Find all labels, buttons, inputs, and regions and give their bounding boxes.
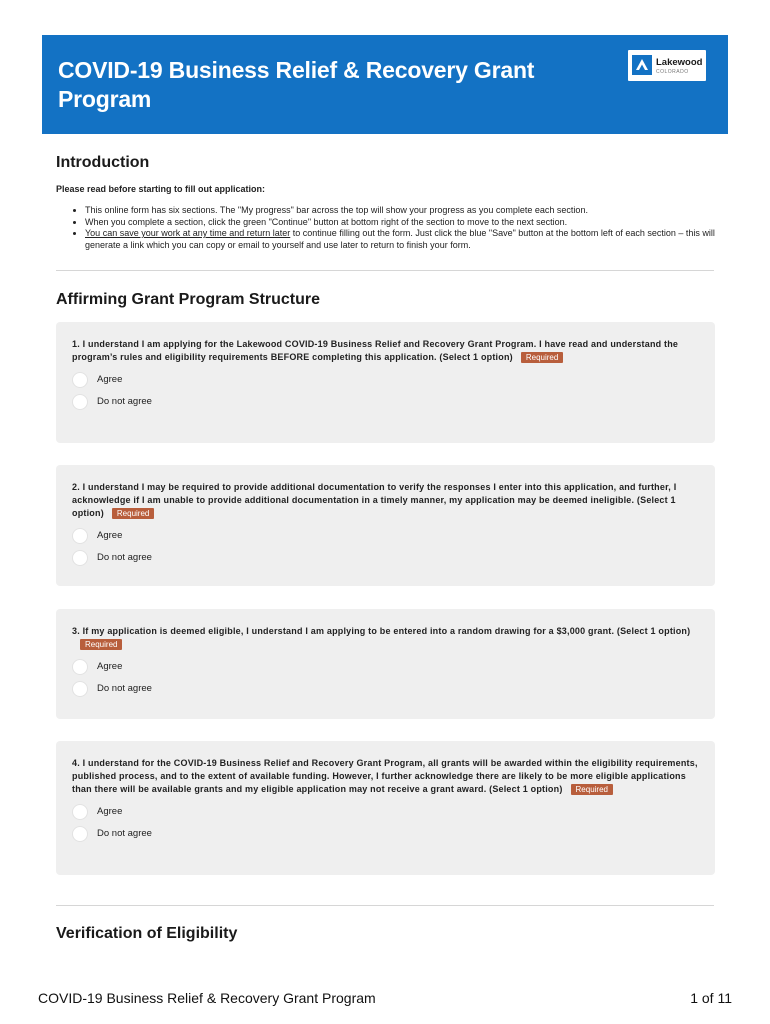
radio-button[interactable]: [72, 681, 88, 697]
radio-group: [72, 527, 698, 571]
radio-button[interactable]: [72, 826, 88, 842]
radio-button[interactable]: [72, 804, 88, 820]
question-card-2: [56, 465, 715, 586]
required-badge: Required: [80, 639, 122, 650]
radio-group: [72, 803, 698, 847]
radio-group: [72, 658, 698, 702]
lakewood-logo: [628, 50, 706, 81]
save-work-link-text: You can save your work at any time and return later: [85, 228, 291, 238]
radio-option-agree[interactable]: [72, 658, 698, 680]
radio-label: Agree: [97, 530, 123, 541]
intro-lead: Please read before starting to fill out application:: [56, 184, 266, 194]
radio-label: Agree: [97, 374, 123, 385]
section-divider: [56, 270, 714, 271]
radio-button[interactable]: [72, 550, 88, 566]
question-text: 1. I understand I am applying for the Lakewood COVID-19 Business Relief and Recovery Grant Program. I have read and understand the program’s rules and eligibility requirements BEFORE completing this application. (Select 1 option) Required: [72, 339, 679, 362]
radio-label: Do not agree: [97, 683, 152, 694]
required-badge: Required: [571, 784, 613, 795]
radio-option-do-not-agree[interactable]: [72, 393, 698, 415]
radio-option-do-not-agree[interactable]: [72, 680, 698, 702]
logo-subtitle: COLORADO: [656, 69, 689, 75]
radio-group: [72, 371, 698, 415]
radio-label: Agree: [97, 806, 123, 817]
question-text: 2. I understand I may be required to provide additional documentation to verify the responses I enter into this application, and further, I acknowledge if I am unable to provide additional documentation in a timely manner, my application may be deemed ineligible. (Select 1 option) Required: [72, 482, 677, 518]
radio-label: Do not agree: [97, 552, 152, 563]
question-card-1: [56, 322, 715, 443]
radio-button[interactable]: [72, 372, 88, 388]
lakewood-logo-icon: [632, 55, 652, 75]
radio-option-agree[interactable]: [72, 527, 698, 549]
list-item: • This online form has six sections. The "My progress" bar across the top will show your progress as you complete each section.: [85, 205, 717, 217]
footer-page-number: 1 of 11: [690, 990, 732, 1006]
radio-option-do-not-agree[interactable]: [72, 825, 698, 847]
radio-button[interactable]: [72, 394, 88, 410]
intro-section-title: Introduction: [56, 154, 150, 171]
radio-label: Agree: [97, 661, 123, 672]
verification-section-title: Verification of Eligibility: [56, 925, 238, 942]
intro-bullet-list: [70, 205, 717, 251]
list-item: • When you complete a section, click the green "Continue" button at bottom right of the section to move to the next section.: [85, 217, 717, 229]
radio-option-agree[interactable]: [72, 803, 698, 825]
page-title: COVID-19 Business Relief & Recovery Grant Program: [58, 57, 535, 112]
affirming-section-title: Affirming Grant Program Structure: [56, 291, 321, 308]
question-text: 4. I understand for the COVID-19 Business Relief and Recovery Grant Program, all grants will be awarded within the eligibility requirements, published process, and to the extent of available funding. However, I further acknowledge there are likely to be more eligible applications than there will be available grants and my eligible application may not receive a grant award. (Select 1 option) Required: [72, 758, 698, 794]
footer-document-title: COVID-19 Business Relief & Recovery Grant Program: [38, 990, 376, 1006]
question-card-3: [56, 609, 715, 719]
question-card-4: [56, 741, 715, 875]
question-text: 3. If my application is deemed eligible, I understand I am applying to be entered into a random drawing for a $3,000 grant. (Select 1 option)Required: [72, 626, 691, 649]
required-badge: Required: [112, 508, 154, 519]
section-divider: [56, 905, 714, 906]
radio-option-agree[interactable]: [72, 371, 698, 393]
logo-name: Lakewood: [656, 57, 703, 68]
radio-label: Do not agree: [97, 396, 152, 407]
radio-option-do-not-agree[interactable]: [72, 549, 698, 571]
radio-label: Do not agree: [97, 828, 152, 839]
required-badge: Required: [521, 352, 563, 363]
page-header: [42, 35, 728, 134]
radio-button[interactable]: [72, 528, 88, 544]
list-item: • You can save your work at any time and return later to continue filling out the form. Just click the blue "Save" button at the bottom left of each section – this will generate a link which you can copy or email to yourself and use later to return to finish your form.: [85, 228, 717, 251]
radio-button[interactable]: [72, 659, 88, 675]
